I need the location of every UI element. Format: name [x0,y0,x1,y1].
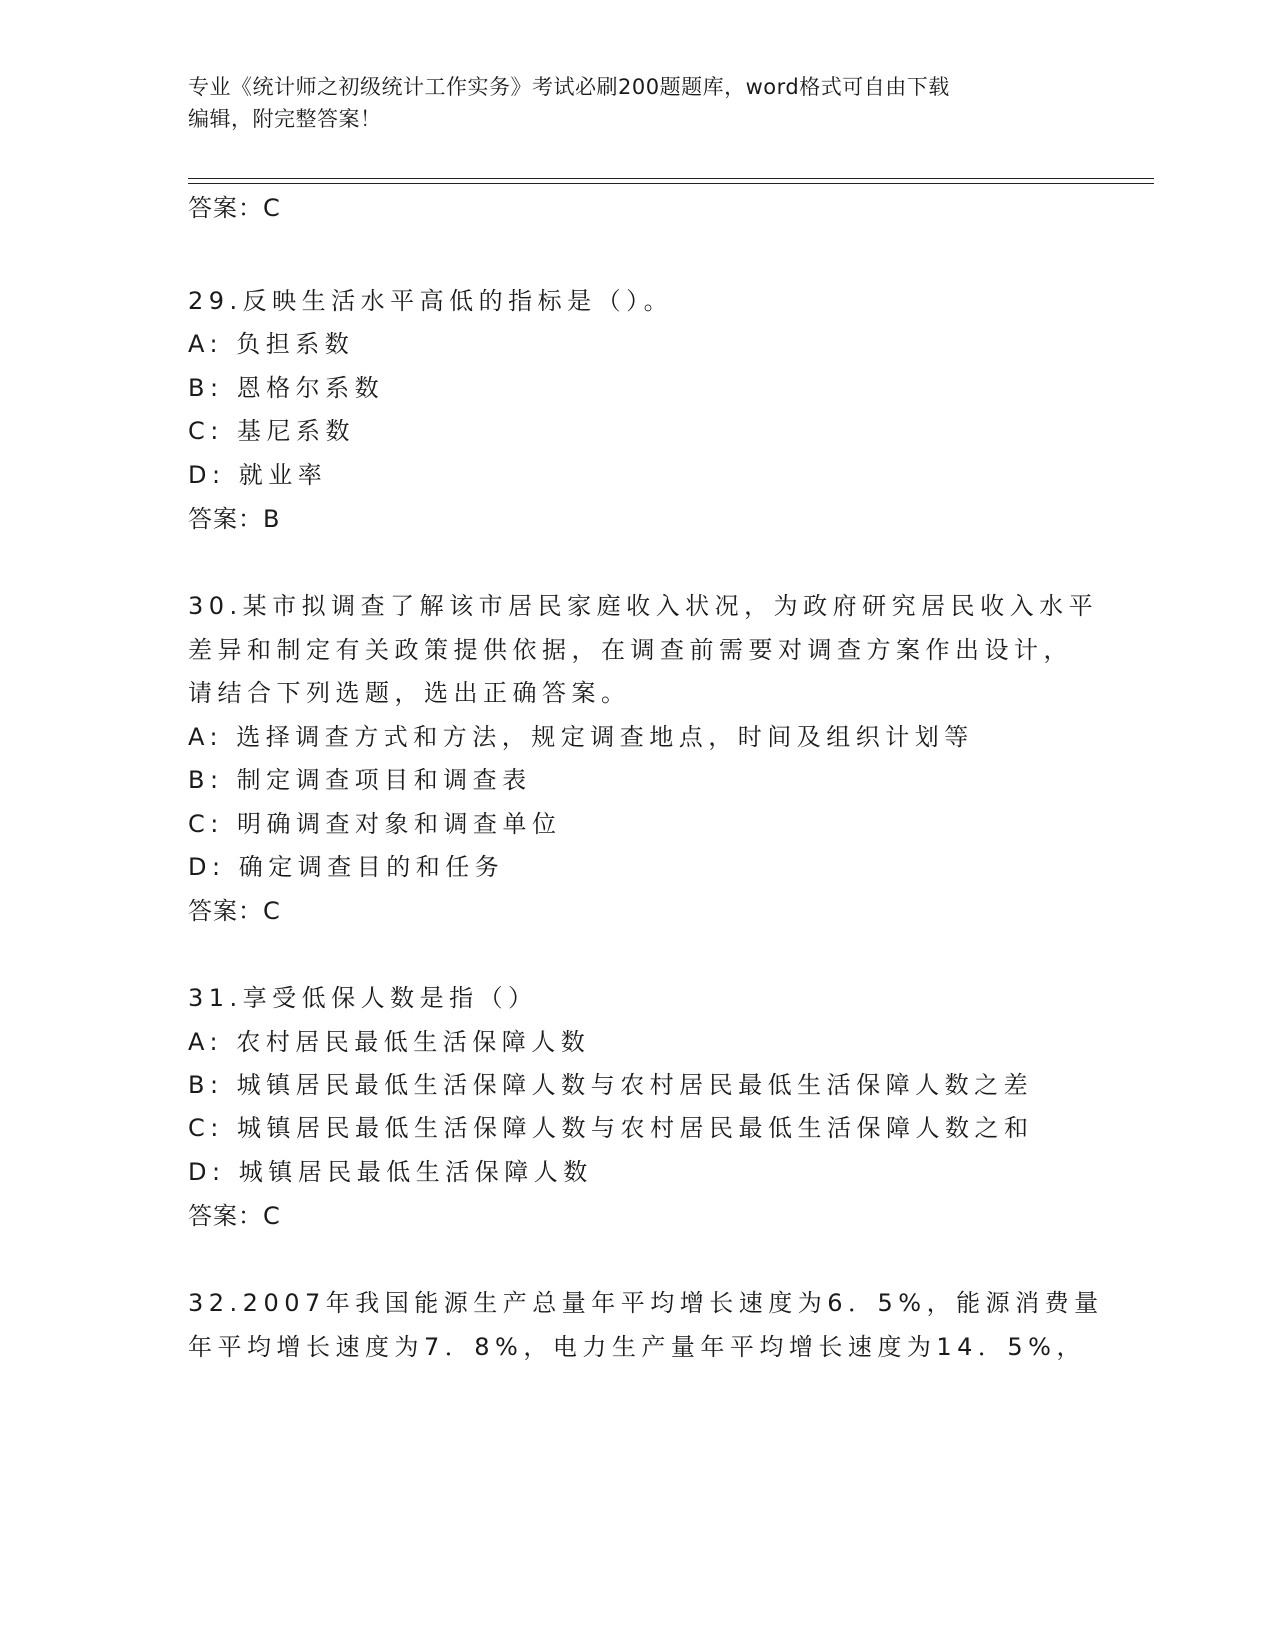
option-d: D: 城镇居民最低生活保障人数 [188,1158,593,1186]
option-c: C: 基尼系数 [188,417,355,445]
header-title-line-2: 编辑，附完整答案！ [188,107,382,131]
answer: 答案：C [188,897,281,925]
question-stem: 请结合下列选题，选出正确答案。 [188,679,631,707]
option-b: B: 城镇居民最低生活保障人数与农村居民最低生活保障人数之差 [188,1071,1034,1099]
question-stem: 差异和制定有关政策提供依据，在调查前需要对调查方案作出设计， [188,636,1073,664]
option-a: A: 负担系数 [188,330,355,358]
header-divider-top [188,178,1154,179]
header-title-line-1: 专业《统计师之初级统计工作实务》考试必刷200题题库，word格式可自由下载 [188,75,950,99]
option-c: C: 明确调查对象和调查单位 [188,810,562,838]
previous-answer: 答案：C [188,194,281,222]
option-b: B: 恩格尔系数 [188,374,385,402]
question-stem: 31.享受低保人数是指（） [188,984,538,1012]
question-stem: 30.某市拟调查了解该市居民家庭收入状况，为政府研究居民收入水平 [188,592,1099,620]
option-b: B: 制定调查项目和调查表 [188,766,532,794]
option-a: A: 农村居民最低生活保障人数 [188,1028,591,1056]
option-a: A: 选择调查方式和方法，规定调查地点，时间及组织计划等 [188,723,974,751]
question-stem: 年平均增长速度为7．8%，电力生产量年平均增长速度为14．5%， [188,1333,1086,1361]
option-c: C: 城镇居民最低生活保障人数与农村居民最低生活保障人数之和 [188,1114,1034,1142]
answer: 答案：B [188,505,281,533]
answer: 答案：C [188,1202,281,1230]
option-d: D: 确定调查目的和任务 [188,853,505,881]
question-stem: 32.2007年我国能源生产总量年平均增长速度为6．5%，能源消费量 [188,1289,1104,1317]
question-stem: 29.反映生活水平高低的指标是（）。 [188,287,674,315]
header-divider-bottom [188,183,1154,184]
option-d: D: 就业率 [188,461,328,489]
